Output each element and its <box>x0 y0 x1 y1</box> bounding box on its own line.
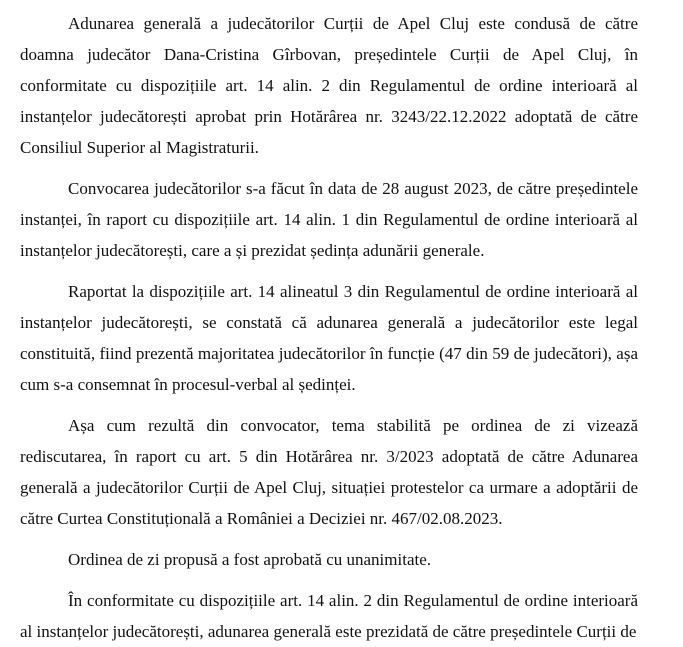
paragraph-agenda-topic: Așa cum rezultă din convocator, tema stabilită pe ordinea de zi vizează rediscutarea, în raport cu art. 5 din Hotărârea nr. 3/2023 adoptată de către Adunarea generală a judecătorilor Curții de Apel Cluj, situației protestelor ca urmare a adoptării de către Curtea Constituțională a României a Deciziei nr. 467/02.08.2023. <box>20 416 638 528</box>
paragraph-presiding: În conformitate cu dispozițiile art. 14 alin. 2 din Regulamentul de ordine interioară al instanțelor judecătorești, adunarea generală este prezidată de către președintele Curții de <box>20 591 638 641</box>
paragraph-meeting-chair: Adunarea generală a judecătorilor Curții de Apel Cluj este condusă de către doamna judecător Dana-Cristina Gîrbovan, președintele Curții de Apel Cluj, în conformitate cu dispozițiile art. 14 alin. 2 din Regulamentul de ordine interioară al instanțelor judecătorești aprobat prin Hotărârea nr. 3243/22.12.2022 adoptată de către Consiliul Superior al Magistraturii. <box>20 14 638 157</box>
paragraph-convocation: Convocarea judecătorilor s-a făcut în data de 28 august 2023, de către președintele instanței, în raport cu dispozițiile art. 14 alin. 1 din Regulamentul de ordine interioară al instanțelor judecătorești, care a și prezidat ședința adunării generale. <box>20 179 638 260</box>
paragraph-quorum: Raportat la dispozițiile art. 14 alineatul 3 din Regulamentul de ordine interioară al instanțelor judecătorești, se constată că adunarea generală a judecătorilor este legal constituită, fiind prezentă majoritatea judecătorilor în funcție (47 din 59 de judecători), așa cum s-a consemnat în procesul-verbal al ședinței. <box>20 282 638 394</box>
paragraph-agenda-approved: Ordinea de zi propusă a fost aprobată cu unanimitate. <box>68 550 432 569</box>
